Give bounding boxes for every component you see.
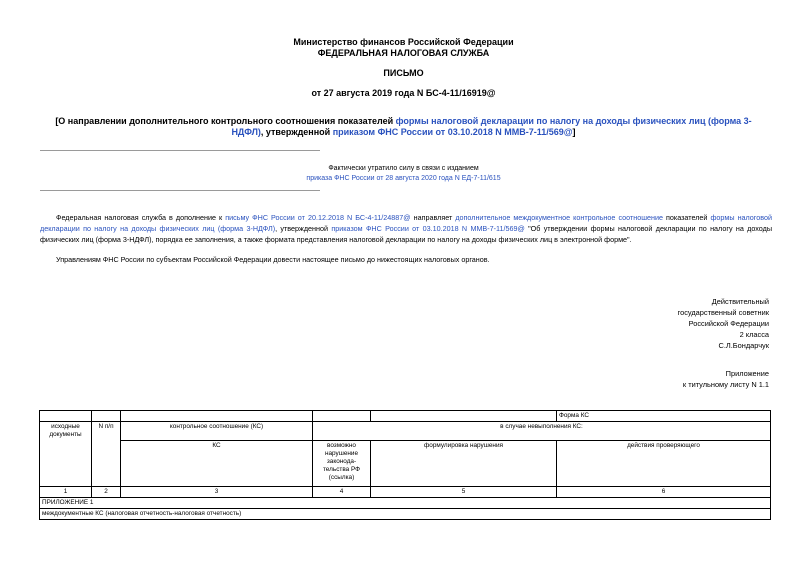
- table-row-subheader: [40, 441, 771, 487]
- p1-link-control-ratio[interactable]: дополнительное междокументное контрольное соотношение: [455, 213, 663, 222]
- subheader-violation: возможно нарушение законода-тельства РФ (ссылка): [313, 441, 371, 487]
- body-paragraph-2: Управлениям ФНС России по субъектам Российской Федерации довести настоящее письмо до нижестоящих налоговых органов.: [56, 255, 490, 264]
- col-number: 3: [121, 487, 313, 498]
- p1-text-e: "Об утверждении формы налоговой декларации по налогу на доходы физических лиц (форма 3-НДФЛ), порядка ее заполнения, а также формата представления налоговой декларации по налогу на доходы физических лиц в электронной форме".: [40, 224, 773, 244]
- status-line: Фактически утратило силу в связи с изданием: [328, 165, 479, 172]
- col-number: 4: [313, 487, 371, 498]
- service-name: ФЕДЕРАЛЬНАЯ НАЛОГОВАЯ СЛУЖБА: [317, 48, 490, 58]
- appendix-line-1: Приложение: [725, 369, 769, 378]
- p1-link-order[interactable]: приказом ФНС России от 03.10.2018 N ММВ-7-11/569@: [331, 224, 525, 233]
- p1-text-c: показателей: [662, 213, 711, 222]
- body-paragraph-1: [40, 212, 772, 245]
- p1-link-letter[interactable]: письму ФНС России от 20.12.2018 N БС-4-11/24887@: [225, 213, 411, 222]
- form-ks-table: [39, 410, 771, 520]
- col-number: 1: [40, 487, 92, 498]
- signature-line-4: 2 класса: [739, 330, 769, 339]
- table-row: [40, 509, 771, 520]
- p1-text-d: , утвержденной: [275, 224, 332, 233]
- signature-name: С.Л.Бондарчук: [718, 341, 769, 350]
- ministry-name: Министерство финансов Российской Федерации: [293, 37, 514, 47]
- title-link-order[interactable]: приказом ФНС России от 03.10.2018 N ММВ-7-11/569@: [332, 127, 573, 137]
- form-ks-label: Форма КС: [557, 411, 771, 422]
- col-number: 6: [557, 487, 771, 498]
- col-header-ks: контрольное соотношение (КС): [121, 422, 313, 441]
- p1-link-form[interactable]: формы налоговой декларации по налогу на доходы физических лиц (форма 3-НДФЛ): [40, 213, 773, 233]
- signature-line-3: Российской Федерации: [688, 319, 769, 328]
- table-row-appendix: ПРИЛОЖЕНИЕ 1: [40, 498, 771, 509]
- document-date-number: от 27 августа 2019 года N БС-4-11/16919@: [311, 88, 496, 98]
- title-link-form-3ndfl[interactable]: формы налоговой декларации по налогу на доходы физических лиц (форма 3-НДФЛ): [231, 116, 752, 137]
- table-row-header: [40, 422, 771, 441]
- status-link-order[interactable]: приказа ФНС России от 28 августа 2020 года N ЕД-7-11/615: [306, 175, 501, 182]
- signature-line-2: государственный советник: [677, 308, 769, 317]
- p1-text-b: направляет: [410, 213, 456, 222]
- table-row-interdoc: междокументные КС (налоговая отчетность-налоговая отчетность): [40, 509, 771, 520]
- subheader-wording: формулировка нарушения: [371, 441, 557, 487]
- document-title: [40, 116, 767, 138]
- divider-top: [40, 150, 320, 151]
- signature-block: [678, 296, 769, 351]
- col-header-num: N п/п: [92, 422, 121, 487]
- col-number: 5: [371, 487, 557, 498]
- appendix-line-2: к титульному листу N 1.1: [682, 380, 769, 389]
- col-number: 2: [92, 487, 121, 498]
- appendix-block: [683, 368, 769, 390]
- col-header-fail: в случае невыполнения КС:: [313, 422, 771, 441]
- table-row-numbers: [40, 487, 771, 498]
- signature-line-1: Действительный: [711, 297, 769, 306]
- table-row-form-label: [40, 411, 771, 422]
- subheader-ks: КС: [121, 441, 313, 487]
- divider-bottom: [40, 190, 320, 191]
- document-type: ПИСЬМО: [383, 68, 424, 78]
- col-header-docs: исходные документы: [40, 422, 92, 487]
- table-row: [40, 498, 771, 509]
- subheader-actions: действия проверяющего: [557, 441, 771, 487]
- p1-text-a: Федеральная налоговая служба в дополнение к: [56, 213, 226, 222]
- title-close: ]: [572, 127, 576, 137]
- title-mid: , утвержденной: [260, 127, 333, 137]
- title-open: [О направлении дополнительного контрольного соотношения показателей: [55, 116, 396, 126]
